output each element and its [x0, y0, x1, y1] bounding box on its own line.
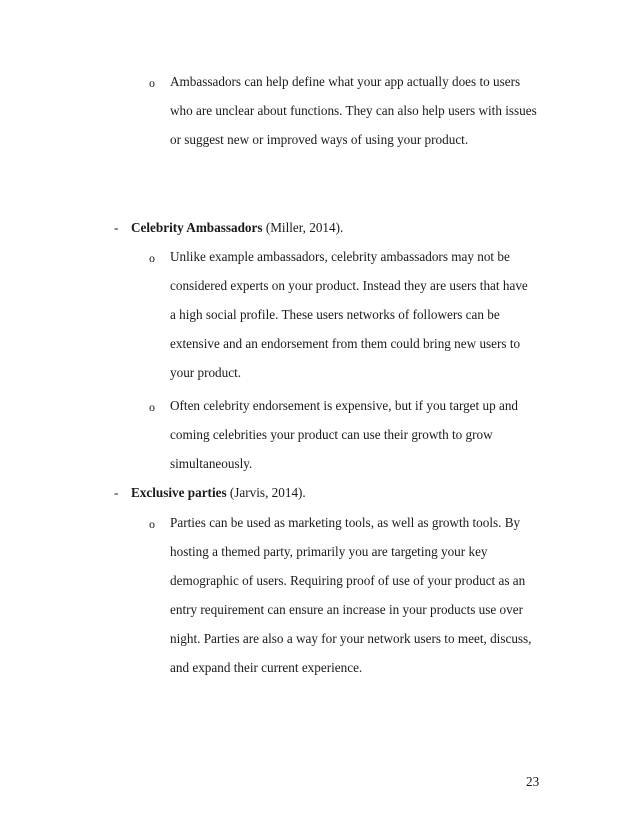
paragraph-line: Ambassadors can help define what your app actually does to users [170, 74, 521, 89]
paragraph-line: entry requirement can ensure an increase in your products use over [170, 602, 523, 617]
heading-citation: (Miller, 2014). [262, 220, 344, 235]
heading-citation: (Jarvis, 2014). [226, 485, 306, 500]
paragraph-line: a high social profile. These users networks of followers can be [170, 307, 500, 322]
list-bullet: o [149, 251, 155, 265]
paragraph-line: Often celebrity endorsement is expensive, but if you target up and [170, 398, 519, 413]
paragraph-line: and expand their current experience. [170, 660, 363, 675]
list-bullet: o [149, 76, 155, 90]
list-dash: - [114, 220, 119, 235]
list-bullet: o [149, 517, 155, 531]
page-number: 23 [526, 774, 540, 789]
paragraph-line: demographic of users. Requiring proof of use of your product as an [170, 573, 526, 588]
paragraph-line: your product. [170, 365, 242, 380]
paragraph-line: extensive and an endorsement from them could bring new users to [170, 336, 521, 351]
section-heading [131, 219, 343, 237]
paragraph-line: Parties can be used as marketing tools, as well as growth tools. By [170, 515, 521, 530]
paragraph-line: or suggest new or improved ways of using your product. [170, 132, 469, 147]
section-heading [131, 484, 306, 502]
heading-title: Celebrity Ambassadors [131, 220, 263, 235]
paragraph-line: hosting a themed party, primarily you are targeting your key [170, 544, 488, 559]
paragraph-line: Unlike example ambassadors, celebrity ambassadors may not be [170, 249, 510, 264]
list-bullet: o [149, 400, 155, 414]
heading-title: Exclusive parties [131, 485, 227, 500]
paragraph-line: who are unclear about functions. They can also help users with issues [170, 103, 537, 118]
paragraph-line: night. Parties are also a way for your network users to meet, discuss, [170, 631, 532, 646]
paragraph-line: considered experts on your product. Instead they are users that have [170, 278, 528, 293]
list-dash: - [114, 485, 119, 500]
paragraph-line: simultaneously. [170, 456, 253, 471]
paragraph-line: coming celebrities your product can use their growth to grow [170, 427, 493, 442]
